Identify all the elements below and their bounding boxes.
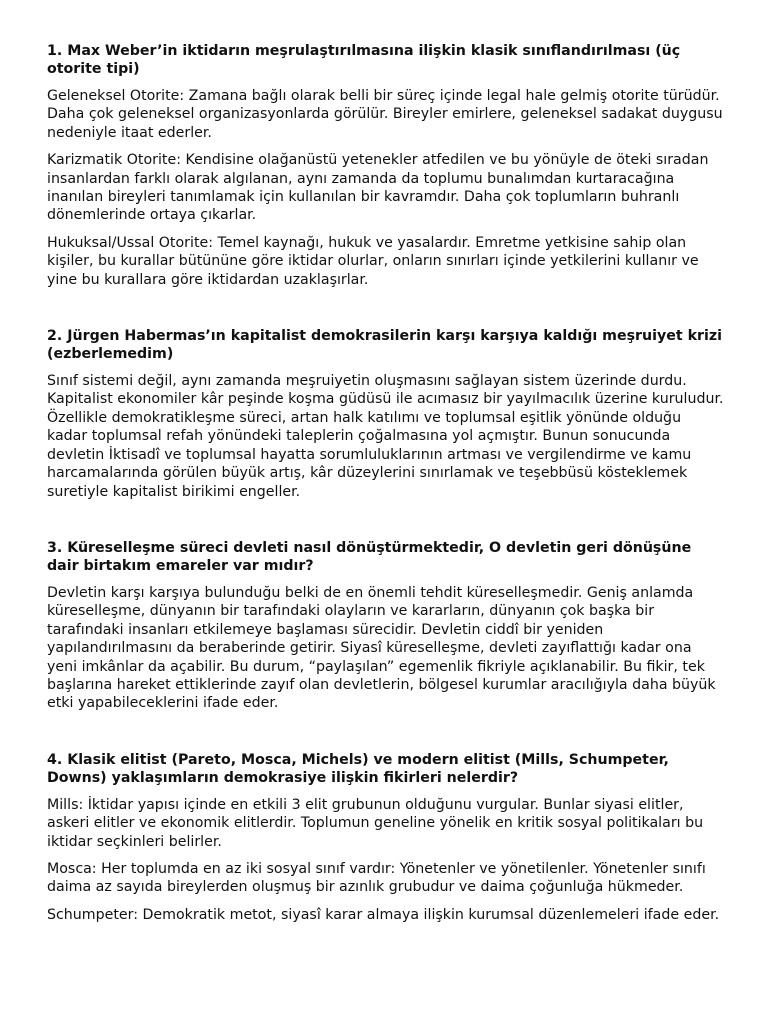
paragraph: Hukuksal/Ussal Otorite: Temel kaynağı, hukuk ve yasalardır. Emretme yetkisine sahip olan kişiler, bu kurallar bütününe göre iktidar olurlar, onların sınırları içinde yetkilerini kullanır ve yine bu kurallara göre iktidardan uzaklaşırlar. [47, 234, 699, 288]
section-elitism [47, 751, 725, 924]
paragraph: Mosca: Her toplumda en az iki sosyal sınıf vardır: Yönetenler ve yönetilenler. Yönetenler sınıfı daima az sayıda bireylerden oluşmuş bir azınlık grubudur ve daima çoğunluğa hükmeder. [47, 860, 706, 896]
section-title: 2. Jürgen Habermas’ın kapitalist demokrasilerin karşı karşıya kaldığı meşruiyet krizi (ezberlemedim) [47, 328, 722, 363]
document-page [47, 42, 725, 962]
section-habermas [47, 327, 725, 501]
paragraph: Schumpeter: Demokratik metot, siyasî karar almaya ilişkin kurumsal düzenlemeleri ifade eder. [47, 906, 720, 923]
section-weber [47, 42, 725, 289]
section-title: 4. Klasik elitist (Pareto, Mosca, Michels) ve modern elitist (Mills, Schumpeter, Downs) yaklaşımların demokrasiye ilişkin fikirleri nelerdir? [47, 751, 669, 786]
section-title: 1. Max Weber’in iktidarın meşrulaştırılmasına ilişkin klasik sınıflandırılması (üç otorite tipi) [47, 43, 681, 77]
paragraph: Sınıf sistemi değil, aynı zamanda meşruiyetin oluşmasını sağlayan sistem üzerinde durdu. Kapitalist ekonomiler kâr peşinde koşma güdüsü ile acımasız bir yayılmacılık üzerine kuruludur. Özellikle demokratikleşme süreci, artan halk katılımı ve toplumsal eşitlik yönünde olduğu kadar toplumsal refah yönündeki taleplerin çoğalmasına yol açmıştır. Bunun sonucunda devletin İktisadî ve toplumsal hayatta sorumluluklarının artması ve vergilendirme ve kamu harcamalarında görülen büyük artış, kâr düzeylerini sınırlamak ve teşebbüsü köstеklemek suretiyle kapitalist birikimi engeller. [47, 373, 724, 500]
paragraph: Geleneksel Otorite: Zamana bağlı olarak belli bir süreç içinde legal hale gelmiş otorite türüdür. Daha çok geleneksel organizasyonlarda görülür. Bireyler emirlere, geleneksel sadakat duygusu nedeniyle itaat ederler. [47, 88, 723, 141]
section-globalization [47, 539, 725, 713]
paragraph: Karizmatik Otorite: Kendisine olağanüstü yetenekler atfedilen ve bu yönüyle de öteki sıradan insanlardan farklı olarak algılanan, aynı zamanda da toplumu bunalımdan kurtaracağına inanılan bireyleri tanımlamak için kullanılan bir kavramdır. Daha çok toplumların buhranlı dönemlerinde ortaya çıkarlar. [47, 152, 709, 224]
paragraph: Mills: İktidar yapısı içinde en etkili 3 elit grubunun olduğunu vurgular. Bunlar siyasi elitler, askeri elitler ve ekonomik elitlerdir. Toplumun geneline yönelik en kritik sosyal politikaları bu iktidar seçkinleri belirler. [47, 796, 704, 850]
section-title: 3. Küreselleşme süreci devleti nasıl dönüştürmektedir, O devletin geri dönüşüne dair birtakım emareler var mıdır? [47, 539, 692, 574]
paragraph: Devletin karşı karşıya bulunduğu belki de en önemli tehdit küreselleşmedir. Geniş anlamda küreselleşme, dünyanın bir tarafındaki olayların ve kararların, dünyanın çok başka bir tarafındaki insanları etkilemeye başlaması sürecidir. Devletin ciddî bir yeniden yapılandırılmasını da beraberinde getirir. Siyasî küreselleşme, devleti zayıflattığı kadar ona yeni imkânlar da açabilir. Bu durum, “paylaşılan” egemenlik fikriyle açıklanabilir. Bu fikir, tek başlarına hareket ettiklerinde zayıf olan devletlerin, bölgesel kurumlar aracılığıyla daha büyük etki yapabileceklerini ifade eder. [47, 584, 716, 712]
